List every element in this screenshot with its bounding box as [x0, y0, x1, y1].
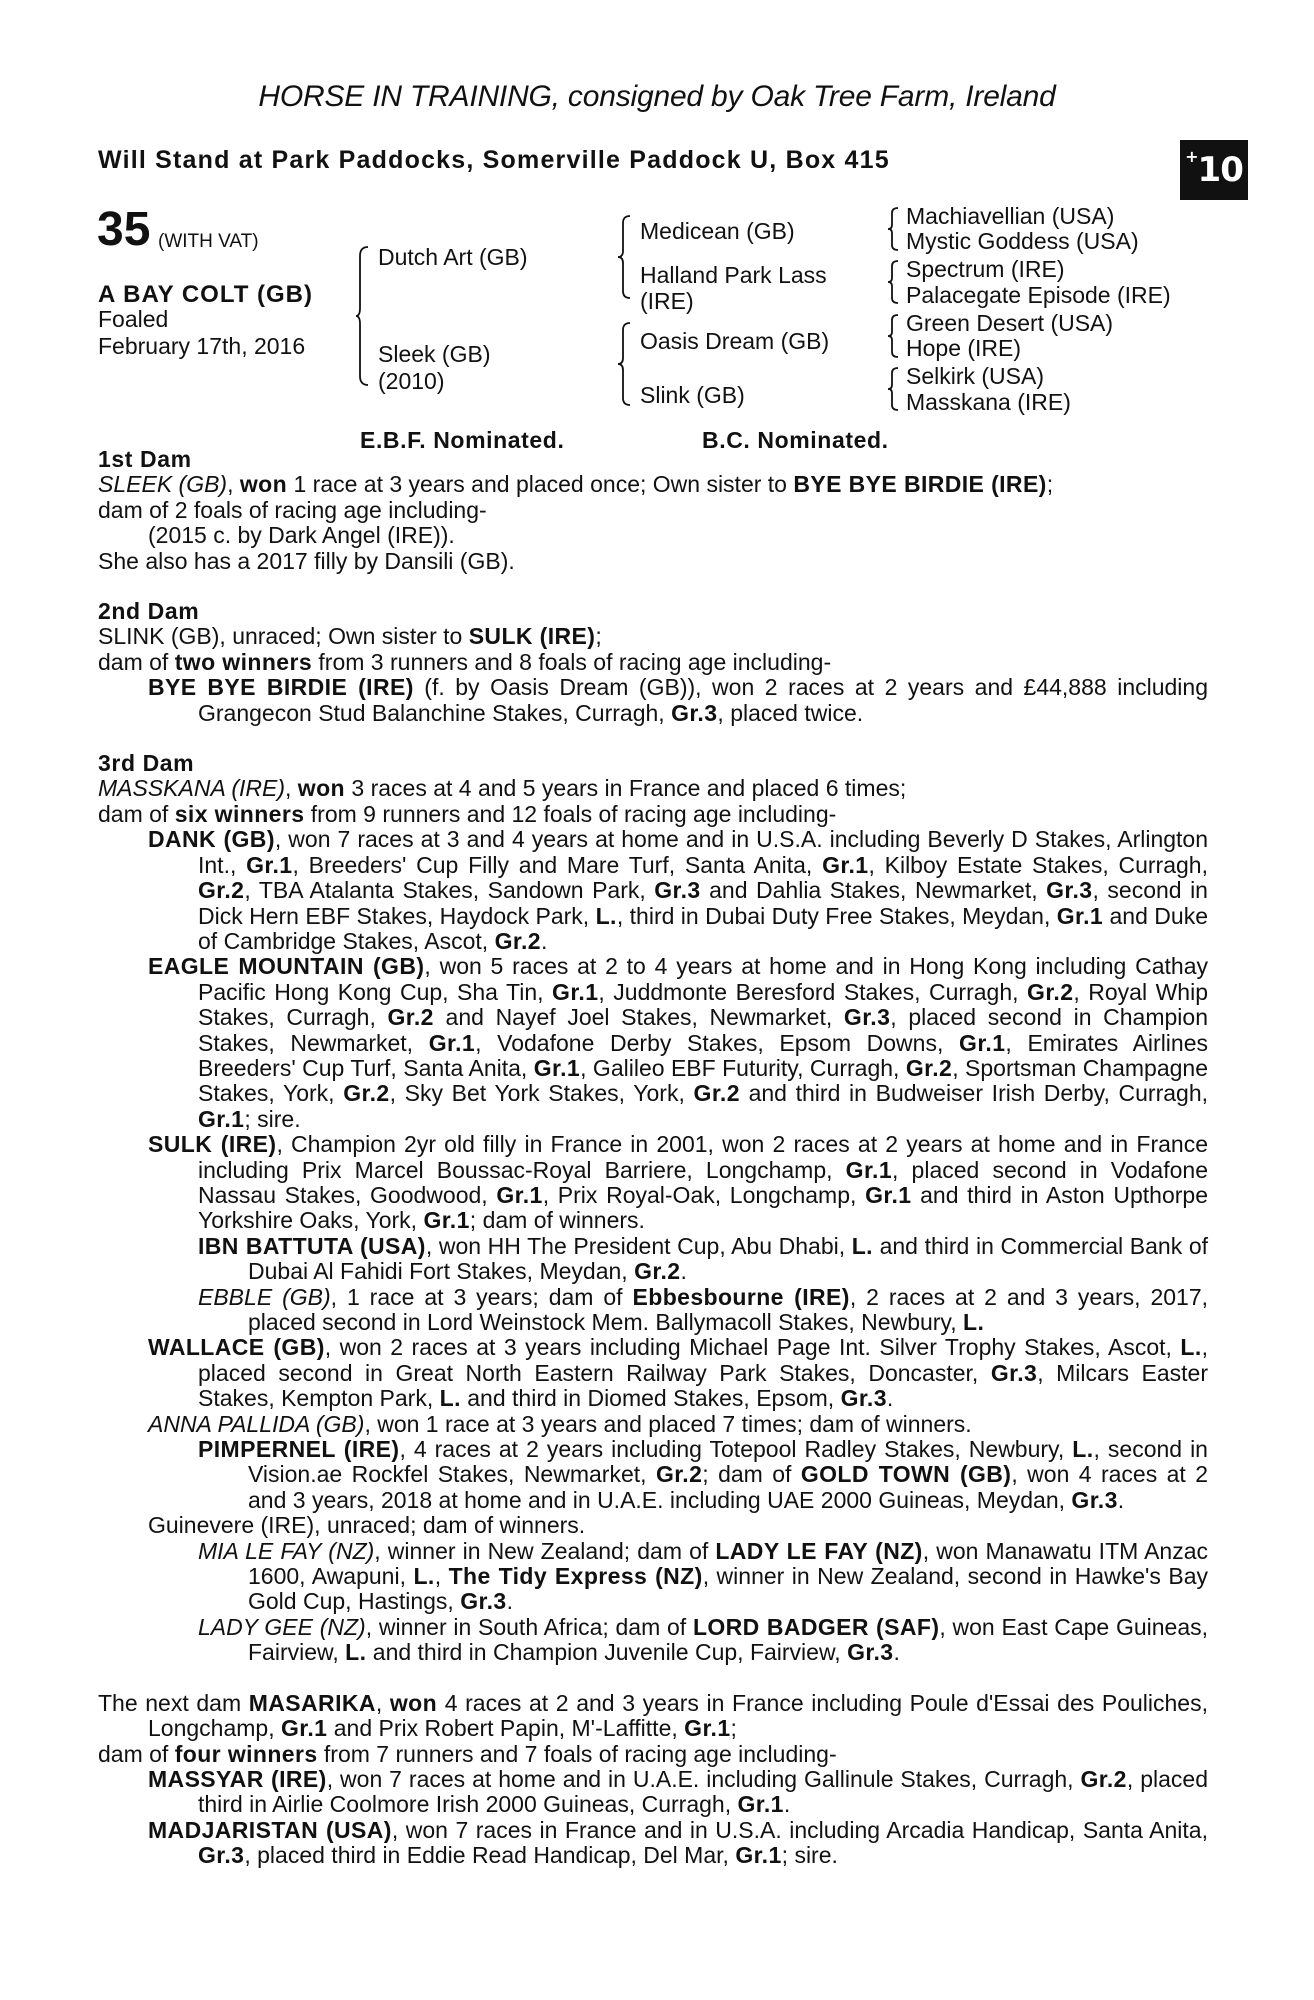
- text: , won HH The President Cup, Abu Dhabi,: [425, 1232, 852, 1259]
- ped-sire: Dutch Art (GB): [378, 244, 528, 270]
- winners-count: two winners: [174, 648, 313, 675]
- ped-sd-1: Halland Park Lass: [640, 262, 827, 288]
- produce-entry-grandchild: [98, 1615, 1208, 1666]
- text: .: [506, 1588, 513, 1615]
- text: ; dam of winners.: [469, 1207, 645, 1234]
- text: , second in Vision.ae Rockfel Stakes, Newmarket,: [248, 1436, 1208, 1488]
- text: dam of: [98, 1740, 175, 1767]
- third-dam-produce-line: [98, 802, 1208, 827]
- ped-sds: Spectrum (IRE): [906, 256, 1065, 282]
- text: 4 races at 2 and 3 years in France including Poule d'Essai des Pouliches, Longchamp,: [148, 1689, 1208, 1742]
- horse-ref: The Tidy Express (NZ): [448, 1563, 703, 1590]
- grade: Gr.1: [1056, 902, 1104, 929]
- bc-nominated: B.C. Nominated.: [702, 427, 889, 453]
- horse-ref: BYE BYE BIRDIE (IRE): [793, 471, 1047, 498]
- stand-location: Will Stand at Park Paddocks, Somerville Paddock U, Box 415: [98, 146, 890, 174]
- text: and Dahlia Stakes, Newmarket,: [700, 877, 1047, 904]
- text: , placed second in Vodafone Nassau Stakes, Goodwood,: [198, 1156, 1208, 1208]
- grade: L.: [1072, 1436, 1094, 1463]
- horse-name: PIMPERNEL (IRE): [198, 1436, 400, 1463]
- grade: Gr.3: [840, 1385, 887, 1412]
- text: , won 7 races at 3 and 4 years at home and in U.S.A. including Beverly D Stakes, Arlington Int.,: [198, 826, 1209, 878]
- text: and third in Commercial Bank of Dubai Al Fahidi Fort Stakes, Meydan,: [248, 1232, 1209, 1285]
- badge-number: 10: [1197, 150, 1243, 190]
- horse-name: MIA LE FAY (NZ): [198, 1537, 375, 1564]
- grade: Gr.2: [693, 1080, 740, 1107]
- grade: Gr.1: [246, 851, 293, 878]
- brace-dd: [888, 367, 900, 411]
- first-dam-produce-line: dam of 2 foals of racing age including-: [98, 496, 487, 523]
- text: , placed second in Champion Stakes, Newmarket,: [198, 1004, 1208, 1056]
- horse-name: IBN BATTUTA (USA): [198, 1232, 426, 1259]
- ped-ss: Medicean (GB): [640, 218, 795, 244]
- text: , Sky Bet York Stakes, York,: [389, 1080, 694, 1107]
- text: , won 5 races at 2 to 4 years at home and in Hong Kong including Cathay Pacific Hong Kong Cup, Sha Tin,: [198, 953, 1208, 1005]
- ped-ds: Oasis Dream (GB): [640, 328, 830, 354]
- grade: Gr.1: [845, 1156, 893, 1183]
- won-text: won: [239, 471, 288, 498]
- text: dam of: [98, 800, 175, 827]
- text: , Champion 2yr old filly in France in 2001, won 2 races at 2 years at home and in France including Prix Marcel Boussac-Royal Barriere, Longchamp,: [198, 1131, 1208, 1183]
- dam-name: SLEEK (GB): [98, 471, 228, 498]
- grade: Gr.1: [552, 978, 599, 1005]
- text: , placed third in Airlie Coolmore Irish 2000 Guineas, Curragh,: [198, 1765, 1208, 1818]
- horse-name: LADY GEE (NZ): [198, 1613, 366, 1640]
- text: and Nayef Joel Stakes, Newmarket,: [433, 1004, 844, 1031]
- grade: Gr.2: [1080, 1765, 1127, 1792]
- text: ;: [595, 623, 602, 650]
- text: and third in Champion Juvenile Cup, Fairview,: [366, 1639, 848, 1666]
- third-dam-line: [98, 776, 1208, 801]
- ped-dds: Selkirk (USA): [906, 363, 1045, 389]
- grade: Gr.3: [671, 699, 718, 726]
- text: (f. by Oasis Dream (GB)), won 2 races at 2 years and £44,888 including Grangecon Stud Balanchine Stakes, Curragh,: [198, 674, 1208, 726]
- text: , 4 races at 2 years including Totepool Radley Stakes, Newbury,: [399, 1436, 1073, 1463]
- grade: Gr.3: [1071, 1486, 1118, 1513]
- grade: Gr.2: [655, 1461, 703, 1488]
- text: dam of: [98, 648, 175, 675]
- brace-ds: [888, 314, 900, 358]
- grade: L.: [851, 1232, 873, 1259]
- grade: Gr.3: [654, 877, 701, 904]
- text: 1 race at 3 years and placed once; Own sister to: [287, 471, 794, 498]
- grade: L.: [439, 1385, 461, 1412]
- text: and Duke of Cambridge Stakes, Ascot,: [198, 902, 1208, 954]
- dam-name: MASSKANA (IRE): [98, 775, 286, 802]
- text: , placed second in Great North Eastern Railway Park Stakes, Doncaster,: [198, 1334, 1209, 1386]
- text: , Kilboy Estate Stakes, Curragh,: [868, 851, 1208, 878]
- ped-ssd: Mystic Goddess (USA): [906, 228, 1139, 254]
- text: and third in Aston Upthorpe Yorkshire Oaks, York,: [198, 1181, 1209, 1234]
- text: from 7 runners and 7 foals of racing age including-: [317, 1740, 837, 1767]
- text: ,: [227, 471, 240, 498]
- text: , won East Cape Guineas, Fairview,: [248, 1613, 1209, 1666]
- text: , Emirates Airlines Breeders' Cup Turf, Santa Anita,: [198, 1029, 1208, 1081]
- third-dam-heading: 3rd Dam: [98, 750, 195, 777]
- ebf-nominated: E.B.F. Nominated.: [360, 427, 565, 453]
- grade: L.: [1180, 1334, 1202, 1361]
- foaled-date: February 17th, 2016: [98, 333, 306, 359]
- horse-name: A BAY COLT (GB): [98, 281, 314, 308]
- next-dam-produce-line: [98, 1742, 1208, 1767]
- text: , TBA Atalanta Stakes, Sandown Park,: [244, 877, 655, 904]
- won-text: won: [297, 775, 345, 802]
- grade: Gr.3: [843, 1004, 891, 1031]
- dam-name: MASARIKA: [248, 1689, 376, 1716]
- text: The next dam: [98, 1689, 249, 1716]
- text: , Royal Whip Stakes, Curragh,: [198, 978, 1208, 1031]
- text: SLINK (GB), unraced; Own sister to: [98, 623, 469, 650]
- text: ; dam of: [702, 1461, 801, 1488]
- catalogue-body: [98, 447, 1208, 1869]
- text: , winner in New Zealand; dam of: [374, 1537, 716, 1564]
- text: ;: [730, 1715, 737, 1742]
- produce-entry-grandchild: [98, 1285, 1208, 1336]
- text: 3 races at 4 and 5 years in France and placed 6 times;: [345, 775, 907, 802]
- text: , Breeders' Cup Filly and Mare Turf, Santa Anita,: [292, 851, 823, 878]
- text: .: [1117, 1486, 1125, 1513]
- grade: Gr.1: [684, 1715, 731, 1742]
- winners-count: four winners: [174, 1740, 318, 1767]
- ped-dss: Green Desert (USA): [906, 310, 1114, 336]
- grade: Gr.3: [460, 1588, 507, 1615]
- first-dam-line: [98, 472, 1208, 497]
- text: from 9 runners and 12 foals of racing age including-: [304, 800, 837, 827]
- text: ; sire.: [244, 1105, 301, 1132]
- brace-gen1: [356, 246, 370, 386]
- ped-sd-2: (IRE): [640, 288, 694, 314]
- horse-ref: LORD BADGER (SAF): [692, 1613, 940, 1640]
- produce-entry-grandchild: [98, 1234, 1208, 1285]
- horse-name: WALLACE (GB): [148, 1334, 325, 1361]
- grade: Gr.2: [198, 877, 245, 904]
- text: , placed twice.: [717, 699, 864, 726]
- horse-name: EBBLE (GB): [198, 1283, 331, 1310]
- brace-dam: [618, 322, 632, 406]
- horse-name: MASSYAR (IRE): [148, 1765, 327, 1792]
- won-text: won: [389, 1689, 438, 1716]
- text: , won Manawatu ITM Anzac 1600, Awapuni,: [248, 1537, 1209, 1590]
- produce-entry: [98, 1412, 1208, 1437]
- text: , Milcars Easter Stakes, Kempton Park,: [198, 1359, 1208, 1412]
- horse-ref: LADY LE FAY (NZ): [715, 1537, 923, 1564]
- text: ,: [375, 1689, 390, 1716]
- grade: Gr.3: [198, 1842, 245, 1869]
- ped-dam-1: Sleek (GB): [378, 341, 491, 367]
- grade: L.: [345, 1639, 367, 1666]
- text: , Sportsman Champagne Stakes, York,: [198, 1054, 1209, 1107]
- grade: L.: [595, 902, 617, 929]
- grade: Gr.1: [496, 1181, 543, 1208]
- produce-entry: [98, 1335, 1208, 1411]
- horse-name: DANK (GB): [148, 826, 275, 853]
- text: , won 7 races in France and in U.S.A. including Arcadia Handicap, Santa Anita,: [391, 1816, 1208, 1843]
- grade: Gr.3: [1046, 877, 1093, 904]
- text: ; sire.: [781, 1842, 838, 1869]
- horse-ref: SULK (IRE): [468, 623, 596, 650]
- horse-name: MADJARISTAN (USA): [148, 1816, 392, 1843]
- text: and third in Budweiser Irish Derby, Curragh,: [739, 1080, 1209, 1107]
- grade: Gr.2: [634, 1258, 681, 1285]
- produce-entry: [98, 1132, 1208, 1234]
- grade: Gr.1: [423, 1207, 470, 1234]
- text: , won 1 race at 3 years and placed 7 times; dam of winners.: [364, 1410, 972, 1437]
- produce-entry: Guinevere (IRE), unraced; dam of winners.: [148, 1512, 586, 1539]
- grade: Gr.1: [959, 1029, 1006, 1056]
- produce-entry: [98, 1818, 1208, 1869]
- produce-entry: [98, 827, 1208, 954]
- text: , winner in New Zealand, second in Hawke's Bay Gold Cup, Hastings,: [248, 1563, 1209, 1615]
- next-dam-line: [98, 1691, 1208, 1742]
- produce-entry: [98, 1767, 1208, 1818]
- text: , Galileo EBF Futurity, Curragh,: [580, 1054, 906, 1081]
- grade: L.: [413, 1563, 435, 1590]
- produce-entry-grandchild: [98, 1437, 1208, 1513]
- horse-name: ANNA PALLIDA (GB): [148, 1410, 365, 1437]
- first-dam-produce-item: (2015 c. by Dark Angel (IRE)).: [148, 522, 455, 549]
- grade: Gr.2: [343, 1080, 390, 1107]
- text: .: [783, 1791, 791, 1818]
- foaled-label: Foaled: [98, 306, 169, 332]
- text: ;: [1046, 471, 1054, 498]
- lot-badge: [1180, 140, 1248, 200]
- ped-dam-2: (2010): [378, 368, 445, 394]
- grade: Gr.1: [428, 1029, 476, 1056]
- produce-entry: [98, 675, 1208, 726]
- grade: Gr.1: [198, 1105, 245, 1132]
- ped-sdd: Palacegate Episode (IRE): [906, 282, 1171, 308]
- horse-ref: GOLD TOWN (GB): [800, 1461, 1012, 1488]
- produce-entry-grandchild: [98, 1539, 1208, 1615]
- text: .: [680, 1258, 687, 1285]
- second-dam-produce-line: [98, 650, 1208, 675]
- text: , second in Dick Hern EBF Stakes, Haydock Park,: [198, 877, 1208, 929]
- first-dam-note: She also has a 2017 filly by Dansili (GB).: [98, 547, 515, 574]
- brace-sd: [888, 260, 900, 304]
- second-dam-line: [98, 624, 1208, 649]
- text: , won 7 races at home and in U.A.E. including Gallinule Stakes, Curragh,: [326, 1765, 1081, 1792]
- text: , placed third in Eddie Read Handicap, Del Mar,: [244, 1842, 736, 1869]
- grade: Gr.3: [990, 1359, 1038, 1386]
- grade: Gr.1: [533, 1054, 581, 1081]
- grade: Gr.1: [822, 851, 869, 878]
- ped-sss: Machiavellian (USA): [906, 203, 1115, 229]
- lot-vat: (WITH VAT): [158, 231, 259, 252]
- grade: Gr.1: [737, 1791, 784, 1818]
- first-dam-heading: 1st Dam: [98, 446, 192, 472]
- brace-ss: [888, 207, 900, 251]
- horse-name: BYE BYE BIRDIE (IRE): [148, 674, 414, 701]
- horse-name: EAGLE MOUNTAIN (GB): [148, 953, 425, 980]
- page-title: HORSE IN TRAINING, consigned by Oak Tree Farm, Ireland: [258, 80, 1056, 113]
- second-dam-heading: 2nd Dam: [98, 598, 200, 625]
- grade: Gr.2: [387, 1004, 434, 1031]
- text: from 3 runners and 8 foals of racing age including-: [312, 648, 832, 675]
- ped-dd: Slink (GB): [640, 382, 745, 408]
- text: , Prix Royal-Oak, Longchamp,: [542, 1181, 866, 1208]
- text: .: [540, 927, 548, 954]
- text: , won 2 races at 3 years including Michael Page Int. Silver Trophy Stakes, Ascot,: [324, 1334, 1181, 1361]
- text: , won 4 races at 2 and 3 years, 2018 at home and in U.A.E. including UAE 2000 Guineas, Meydan,: [248, 1461, 1209, 1513]
- grade: L.: [963, 1309, 985, 1335]
- grade: Gr.3: [847, 1639, 894, 1666]
- text: and third in Diomed Stakes, Epsom,: [460, 1385, 841, 1412]
- winners-count: six winners: [174, 800, 305, 827]
- grade: Gr.2: [905, 1054, 953, 1081]
- horse-name: SULK (IRE): [148, 1131, 277, 1158]
- text: .: [893, 1639, 900, 1666]
- text: , 2 races at 2 and 3 years, 2017, placed second in Lord Weinstock Mem. Ballymacoll Stakes, Newbury,: [248, 1283, 1209, 1335]
- text: , third in Dubai Duty Free Stakes, Meydan,: [616, 902, 1057, 929]
- ped-ddd: Masskana (IRE): [906, 389, 1071, 415]
- text: , Juddmonte Beresford Stakes, Curragh,: [598, 978, 1028, 1005]
- text: .: [886, 1385, 894, 1412]
- text: , Vodafone Derby Stakes, Epsom Downs,: [475, 1029, 960, 1056]
- produce-entry: [98, 954, 1208, 1132]
- ped-dsd: Hope (IRE): [906, 335, 1022, 361]
- text: ,: [434, 1563, 449, 1590]
- text: ,: [285, 775, 298, 802]
- grade: Gr.1: [865, 1181, 912, 1208]
- grade: Gr.2: [1027, 978, 1074, 1005]
- grade: Gr.1: [280, 1715, 328, 1742]
- grade: Gr.2: [494, 927, 541, 954]
- lot-number: 35: [97, 203, 151, 256]
- brace-sire: [618, 215, 632, 299]
- text: , 1 race at 3 years; dam of: [330, 1283, 633, 1310]
- grade: Gr.1: [735, 1842, 782, 1869]
- text: and Prix Robert Papin, M'-Laffitte,: [327, 1715, 685, 1742]
- horse-ref: Ebbesbourne (IRE): [632, 1283, 850, 1310]
- text: , winner in South Africa; dam of: [365, 1613, 693, 1640]
- badge-plus: +: [1185, 146, 1198, 166]
